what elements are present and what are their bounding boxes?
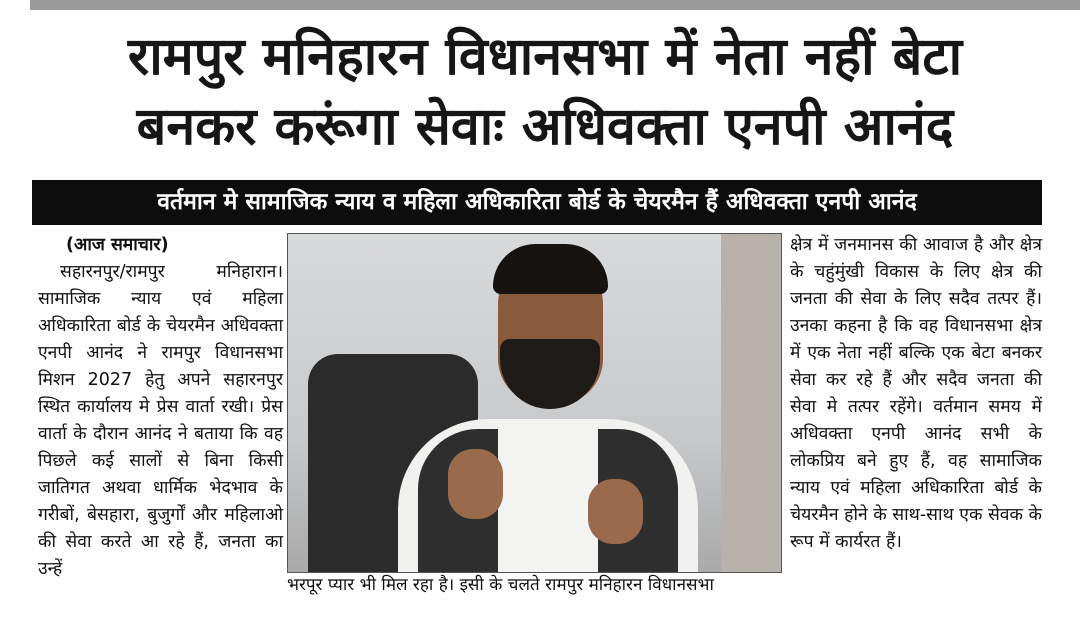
article-right-column [790,232,1042,556]
headline-line-2: बनकर करूंगा सेवाः अधिवक्ता एनपी आनंद [136,97,954,157]
photo-hand-left [448,449,503,519]
photo-hair [493,244,608,294]
article-left-column [38,232,283,583]
news-source: (आज समाचार) [66,235,169,255]
photo-shirt-front [498,424,598,573]
photo-hand-right [588,479,643,544]
photo-beard [500,339,600,409]
article-text-left: सहारनपुर/रामपुर मनिहारान। सामाजिक न्याय एवं महिला अधिकारिता बोर्ड के चेयरमैन अधिवक्ता एनपी आनंद ने रामपुर विधानसभा मिशन 2027 हेतु अपने सहारनपुर स्थित कार्यालय मे प्रेस वार्ता रखी। प्रेस वार्ता के दौरान आनंद ने बताया कि वह पिछले कई सालों से बिना किसी जातिगत अथवा धार्मिक भेदभाव के गरीबों, बेसहारा, बुजुर्गों और महिलाओ की सेवा करते आ रहे हैं, जनता का उन्हें [38,262,283,579]
article-text-under-photo: भरपूर प्यार भी मिल रहा है। इसी के चलते रामपुर मनिहारन विधानसभा [287,575,714,595]
article-text-right: क्षेत्र में जनमानस की आवाज है और क्षेत्र के चहुंमुंखी विकास के लिए क्षेत्र की जनता की सेवा के लिए सदैव तत्पर हैं। उनका कहना है कि वह विधानसभा क्षेत्र में एक नेता नहीं बल्कि एक बेटा बनकर सेवा कर रहे हैं और सदैव जनता की सेवा मे तत्पर रहेंगे। वर्तमान समय में अधिवक्ता एनपी आनंद सभी के लोकप्रिय बने हुए हैं, वह सामाजिक न्याय एवं महिला अधिकारिता बोर्ड के चेयरमैन होने के साथ-साथ एक सेवक के रूप में कार्यरत हैं। [790,235,1042,552]
article-photo [287,233,782,573]
headline [30,22,1060,162]
top-border [30,0,1080,10]
headline-line-1: रामपुर मनिहारन विधानसभा में नेता नहीं बेटा [127,27,963,87]
photo-background [721,234,781,572]
subheadline-banner: वर्तमान मे सामाजिक न्याय व महिला अधिकारिता बोर्ड के चेयरमैन हैं अधिवक्ता एनपी आनंद [32,180,1042,225]
